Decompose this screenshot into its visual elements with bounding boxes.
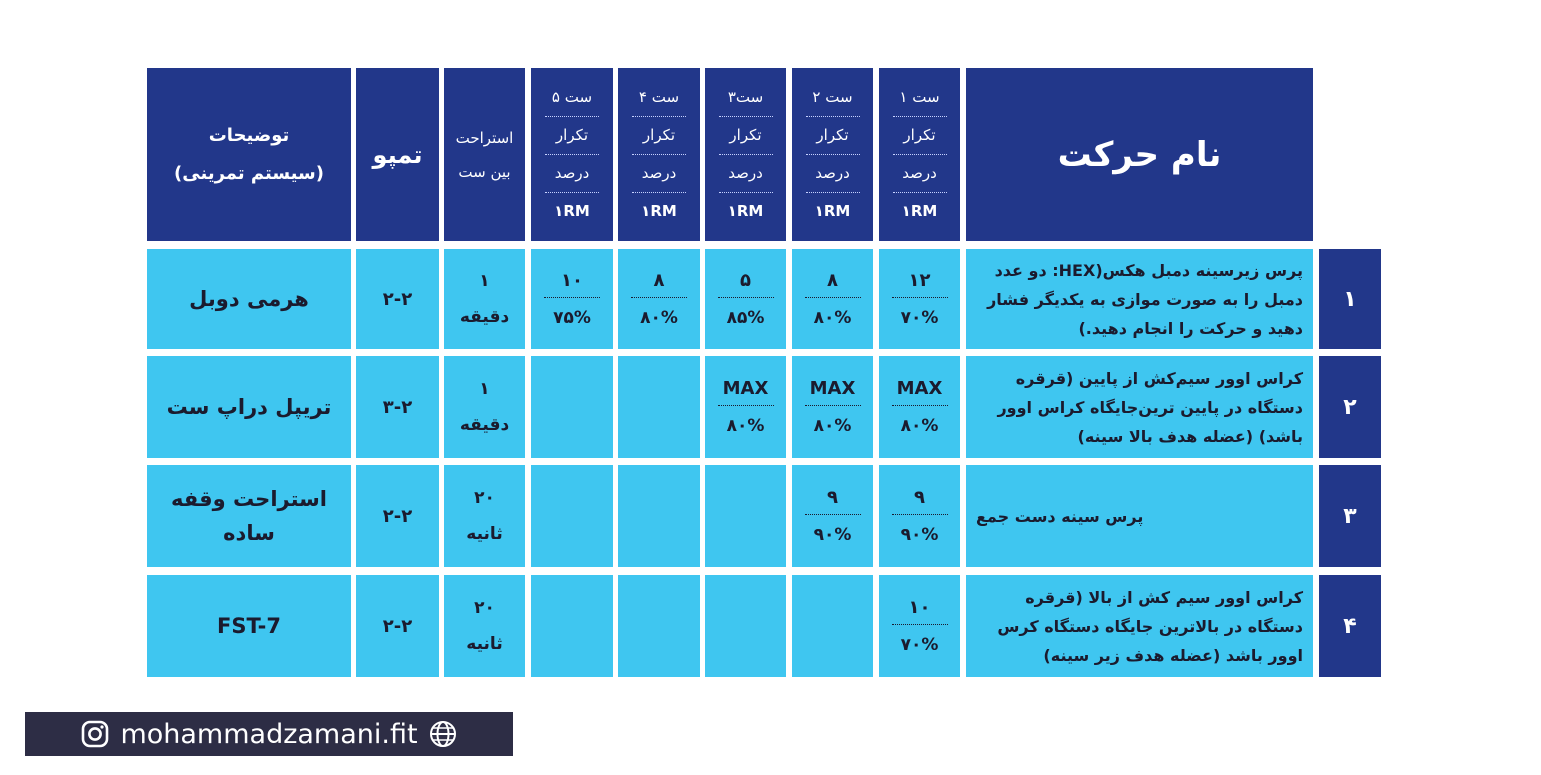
header-set-reps: تکرار <box>806 117 860 155</box>
header-set-title: ست ۴ <box>632 79 686 117</box>
set-cell <box>705 575 786 677</box>
rest-unit: دقیقه <box>459 307 510 327</box>
set-cell <box>705 465 786 567</box>
tempo-cell <box>356 575 439 677</box>
set-percent-value: ۹۰% <box>900 525 939 545</box>
header-set-percent: درصد <box>545 155 599 193</box>
header-set-title: ست ۲ <box>806 79 860 117</box>
tempo-cell <box>356 356 439 458</box>
exercise-name: پرس سینه دست جمع <box>976 506 1144 526</box>
row-number <box>1319 465 1381 567</box>
header-tempo <box>356 68 439 241</box>
header-set-rm: ۱RM <box>554 201 590 220</box>
tempo-value: ۲-۲ <box>382 505 413 527</box>
set-percent-value: ۷۵% <box>553 308 591 328</box>
set-cell <box>792 465 873 567</box>
set-reps-value: ۹ <box>892 487 948 515</box>
header-set-4 <box>618 68 700 241</box>
header-set-reps: تکرار <box>719 117 773 155</box>
set-percent-value: ۸۰% <box>813 308 852 328</box>
set-reps-value: ۱۰ <box>544 270 600 298</box>
set-cell <box>618 575 700 677</box>
header-set-rm: ۱RM <box>641 201 677 220</box>
set-cell <box>531 465 613 567</box>
set-percent-value: ۸۰% <box>640 308 678 328</box>
rest-value: ۲۰ <box>474 488 495 508</box>
training-method: تریپل دراپ ست <box>166 395 332 419</box>
header-description <box>147 68 351 241</box>
method-cell <box>147 465 351 567</box>
header-set-5 <box>531 68 613 241</box>
header-set-title: ست ۵ <box>545 79 599 117</box>
header-tempo-label: تمپو <box>372 140 423 169</box>
header-description-title: توضیحات <box>208 124 290 146</box>
rest-unit: ثانیه <box>466 524 503 544</box>
set-reps-value: ۹ <box>805 487 861 515</box>
tempo-cell <box>356 465 439 567</box>
instagram-icon <box>80 719 110 749</box>
header-set-reps: تکرار <box>893 117 947 155</box>
tempo-value: ۲-۲ <box>382 288 413 310</box>
header-rest-line1: استراحت <box>455 128 514 147</box>
set-cell <box>792 356 873 458</box>
set-reps-value: MAX <box>892 378 948 406</box>
header-set-rm: ۱RM <box>901 201 938 220</box>
tempo-cell <box>356 249 439 349</box>
set-reps-value: ۱۲ <box>892 270 948 298</box>
rest-unit: ثانیه <box>466 634 503 654</box>
header-exercise-name-label: نام حرکت <box>1057 134 1222 175</box>
row-number-value: ۱ <box>1343 286 1357 312</box>
row-number <box>1319 249 1381 349</box>
set-cell <box>531 356 613 458</box>
set-cell <box>792 575 873 677</box>
footer-bar <box>25 712 513 756</box>
header-rest <box>444 68 525 241</box>
row-number <box>1319 356 1381 458</box>
rest-value: ۲۰ <box>474 598 495 618</box>
header-exercise-name <box>966 68 1313 241</box>
training-method: هرمی دوبل <box>189 287 309 311</box>
rest-value: ۱ <box>479 379 490 399</box>
row-number <box>1319 575 1381 677</box>
header-rest-line2: بین ست <box>458 162 511 181</box>
set-cell <box>618 465 700 567</box>
set-percent-value: ۸۵% <box>726 308 765 328</box>
exercise-name: کراس اوور سیم‌کش از پایین (قرقره دستگاه در پایین ترین‌جایگاه کراس اوور باشد) (عضله هدف بالا سینه) <box>997 368 1303 446</box>
header-set-title: ست ۱ <box>893 79 947 117</box>
row-number-value: ۴ <box>1343 613 1357 639</box>
rest-value: ۱ <box>479 271 490 291</box>
header-set-percent: درصد <box>719 155 773 193</box>
header-set-percent: درصد <box>632 155 686 193</box>
header-set-rm: ۱RM <box>814 201 851 220</box>
row-number-value: ۳ <box>1343 503 1357 529</box>
header-set-reps: تکرار <box>545 117 599 155</box>
training-method: FST-7 <box>216 614 282 638</box>
training-method: استراحت وقفه ساده <box>170 487 327 545</box>
set-cell <box>531 249 613 349</box>
tempo-value: ۳-۲ <box>382 396 413 418</box>
footer-handle: mohammadzamani.fit <box>120 718 418 750</box>
rest-unit: دقیقه <box>459 415 510 435</box>
exercise-name-cell <box>966 575 1313 677</box>
exercise-name: کراس اوور سیم کش از بالا (قرقره دستگاه در بالاترین جایگاه دستگاه کرس اوور باشد (عضله هدف زیر سینه) <box>997 587 1303 665</box>
header-set-3 <box>705 68 786 241</box>
set-percent-value: ۸۰% <box>813 416 852 436</box>
header-set-1 <box>879 68 960 241</box>
rest-cell <box>444 249 525 349</box>
method-cell <box>147 356 351 458</box>
header-set-2 <box>792 68 873 241</box>
header-description-subtitle: (سیستم تمرینی) <box>174 162 324 184</box>
header-set-percent: درصد <box>806 155 860 193</box>
set-reps-value: ۱۰ <box>892 597 948 625</box>
set-cell <box>879 249 960 349</box>
header-set-percent: درصد <box>893 155 947 193</box>
exercise-name-cell <box>966 249 1313 349</box>
set-reps-value: ۸ <box>805 270 861 298</box>
set-cell <box>618 249 700 349</box>
row-number-value: ۲ <box>1343 394 1357 420</box>
set-cell <box>705 356 786 458</box>
set-cell <box>879 465 960 567</box>
rest-cell <box>444 356 525 458</box>
tempo-value: ۲-۲ <box>382 615 413 637</box>
set-cell <box>879 356 960 458</box>
set-cell <box>879 575 960 677</box>
method-cell <box>147 249 351 349</box>
set-cell <box>705 249 786 349</box>
header-set-reps: تکرار <box>632 117 686 155</box>
header-set-rm: ۱RM <box>727 201 764 220</box>
set-percent-value: ۷۰% <box>900 635 939 655</box>
exercise-name-cell <box>966 465 1313 567</box>
set-cell <box>618 356 700 458</box>
set-reps-value: ۸ <box>631 270 687 298</box>
method-cell <box>147 575 351 677</box>
exercise-name-cell <box>966 356 1313 458</box>
set-reps-value: MAX <box>805 378 861 406</box>
set-percent-value: ۸۰% <box>726 416 765 436</box>
rest-cell <box>444 465 525 567</box>
set-percent-value: ۷۰% <box>900 308 939 328</box>
set-percent-value: ۹۰% <box>813 525 852 545</box>
rest-cell <box>444 575 525 677</box>
set-reps-value: MAX <box>718 378 774 406</box>
exercise-name: پرس زیرسینه دمبل هکس(HEX: دو عدد دمبل را به صورت موازی به یکدیگر فشار دهید و حرکت را انجام دهید.) <box>987 260 1303 338</box>
globe-icon <box>428 719 458 749</box>
set-percent-value: ۸۰% <box>900 416 939 436</box>
header-set-title: ست۳ <box>719 79 773 117</box>
set-cell <box>531 575 613 677</box>
set-cell <box>792 249 873 349</box>
set-reps-value: ۵ <box>718 270 774 298</box>
